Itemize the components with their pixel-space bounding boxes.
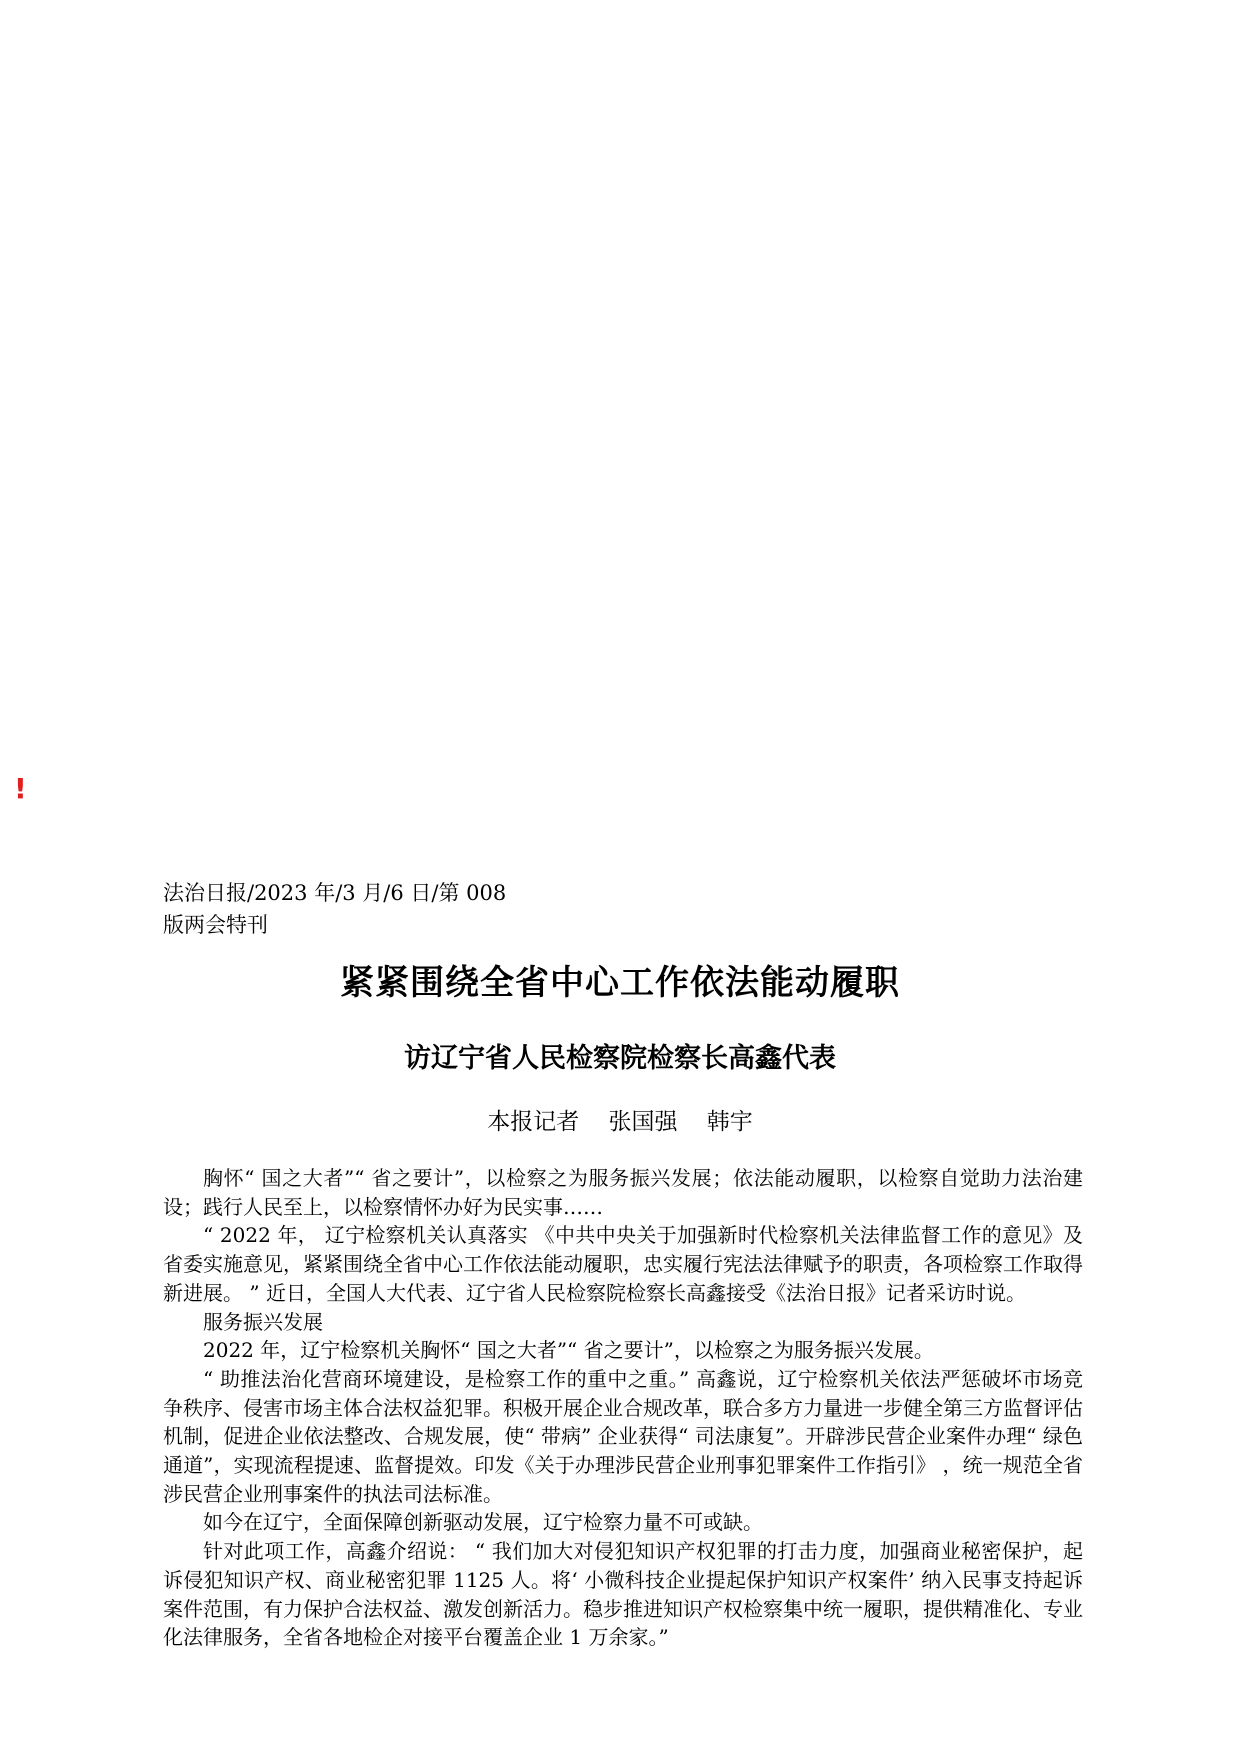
body-paragraph: “ 助推法治化营商环境建设，是检察工作的重中之重。” 高鑫说，辽宁检察机关依法严惩破坏市场竞争秩序、侵害市场主体合法权益犯罪。积极开展企业合规改革，联合多方力量进一步健全第三方监督评估机制，促进企业依法整改、合规发展，使“ 带病” 企业获得“ 司法康复”。开辟涉民营企业案件办理“ 绿色通道”，实现流程提速、监督提效。印发《关于办理涉民营企业刑事犯罪案件工作指引》 ，统一规范全省涉民营企业刑事案件的执法司法标准。 xyxy=(163,1366,1083,1506)
article-subtitle: 访辽宁省人民检察院检察长高鑫代表 xyxy=(404,1043,836,1074)
red-exclamation-mark: ! xyxy=(14,772,27,805)
article-title: 紧紧围绕全省中心工作依法能动履职 xyxy=(340,963,900,1003)
article-byline: 本报记者 张国强 韩宇 xyxy=(487,1109,753,1135)
body-paragraph: 2022 年，辽宁检察机关胸怀“ 国之大者”“ 省之要计”，以检察之为服务振兴发展。 xyxy=(203,1338,934,1363)
body-paragraph: 针对此项工作，高鑫介绍说： “ 我们加大对侵犯知识产权犯罪的打击力度，加强商业秘密保护，起诉侵犯知识产权、商业秘密犯罪 1125 人。将‘ 小微科技企业提起保护知识产权案件’ 纳入民事支持起诉案件范围，有力保护合法权益、激发创新活力。稳步推进知识产权检察集中统一履职，提供精准化、专业化法律服务，全省各地检企对接平台覆盖企业 1 万余家。” xyxy=(163,1539,1083,1650)
section-heading: 服务振兴发展 xyxy=(203,1309,323,1334)
body-paragraph: 如今在辽宁，全面保障创新驱动发展，辽宁检察力量不可或缺。 xyxy=(203,1510,763,1535)
article-body xyxy=(163,1164,1083,1652)
body-paragraph: “ 2022 年， 辽宁检察机关认真落实 《中共中央关于加强新时代检察机关法律监督工作的意见》及省委实施意见，紧紧围绕全省中心工作依法能动履职，忠实履行宪法法律赋予的职责，各项检察工作取得新进展。 ” 近日，全国人大代表、辽宁省人民检察院检察长高鑫接受《法治日报》记者采访时说。 xyxy=(163,1223,1083,1305)
source-citation: 法治日报/2023 年/3 月/6 日/第 008 版两会特刊 xyxy=(163,881,507,937)
body-paragraph: 胸怀“ 国之大者”“ 省之要计”，以检察之为服务振兴发展；依法能动履职，以检察自觉助力法治建设；践行人民至上，以检察情怀办好为民实事…… xyxy=(163,1166,1083,1219)
